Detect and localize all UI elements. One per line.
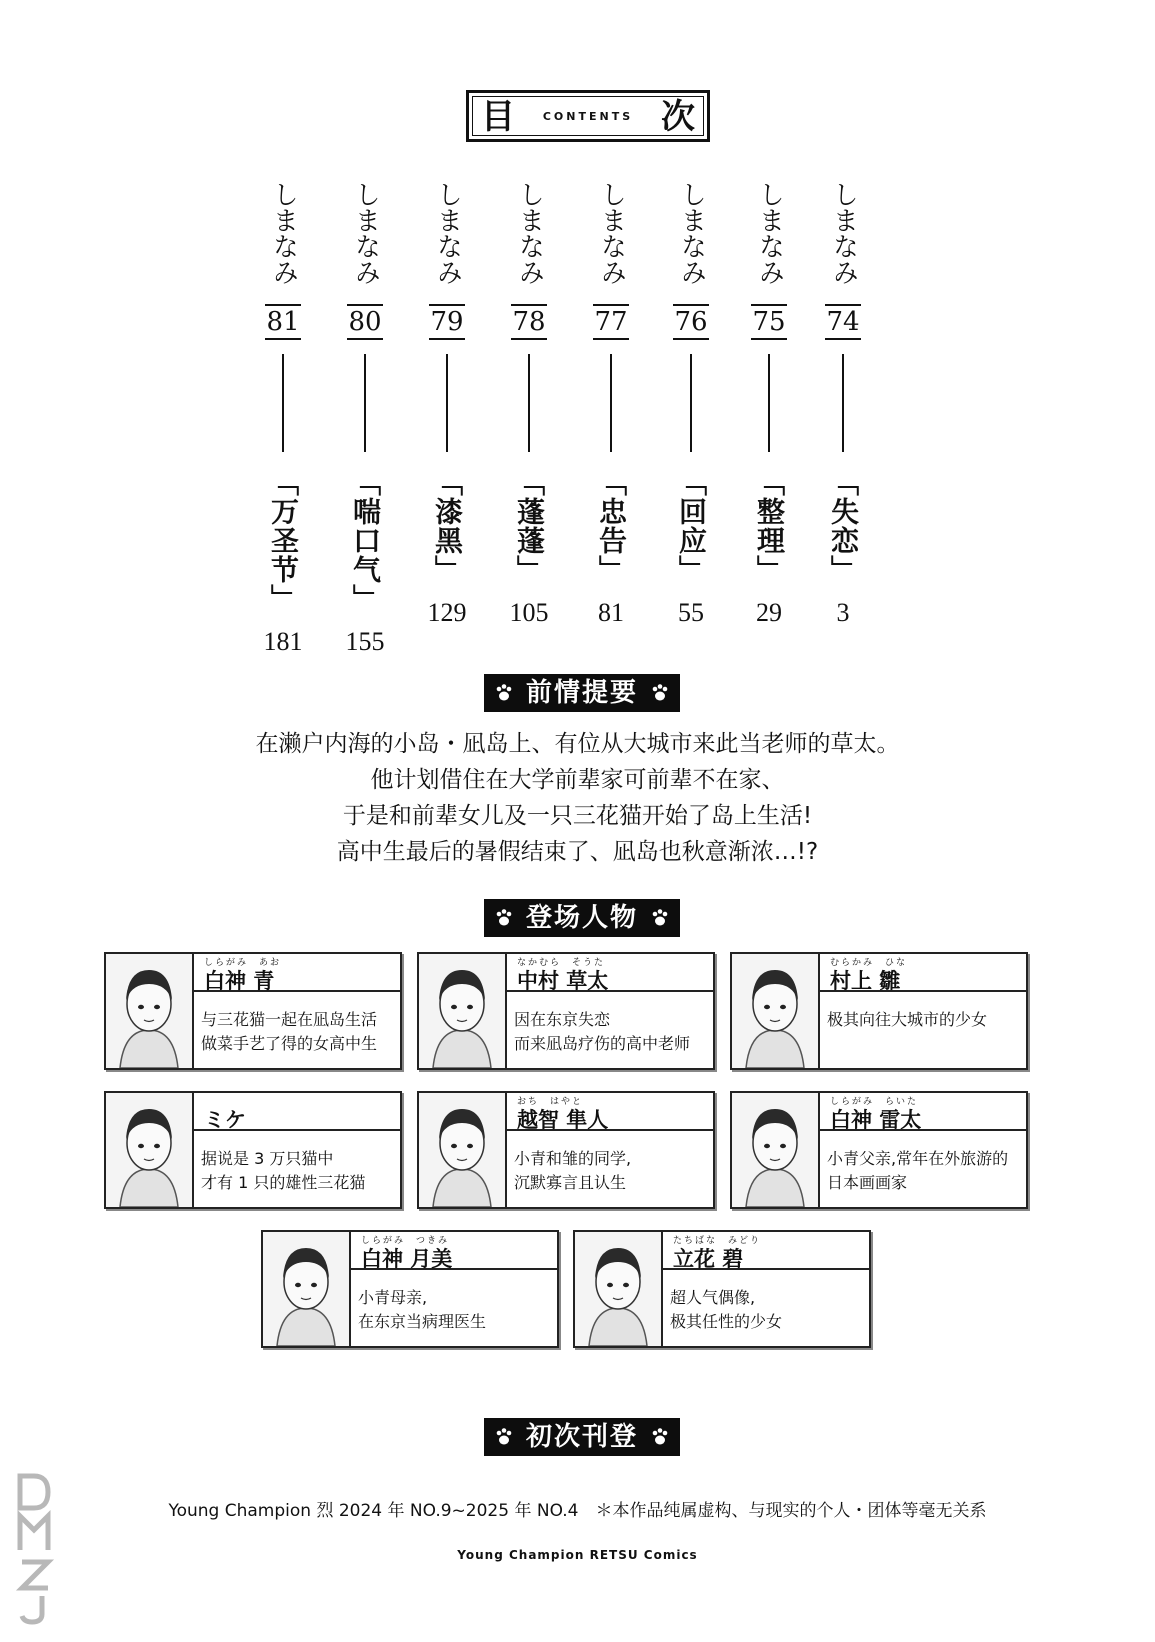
chapter-divider — [528, 354, 530, 452]
chapter-page: 129 — [427, 598, 467, 627]
chapter-series: しまなみ — [754, 181, 785, 285]
character-card — [261, 1230, 559, 1348]
chapter-number: 77 — [593, 304, 628, 340]
character-name: 白神 雷太 — [830, 1108, 922, 1132]
description-line: 与三花猫一起在凪岛生活 — [201, 1010, 378, 1029]
watermark-logo — [14, 1470, 58, 1630]
synopsis-line: 他计划借住在大学前辈家可前辈不在家、 — [370, 767, 785, 793]
chapter-page: 81 — [598, 598, 624, 627]
chapter-page: 155 — [345, 627, 385, 656]
chapter-divider — [610, 354, 612, 452]
character-description — [201, 1147, 396, 1195]
chapter-series: しまなみ — [596, 181, 627, 285]
character-portrait — [419, 1093, 507, 1207]
character-name-bar — [349, 1232, 557, 1270]
chapter-title: 「漆黑」 — [431, 468, 464, 584]
description-line: 才有 1 只的雄性三花猫 — [201, 1173, 366, 1192]
publication-info: Young Champion 烈 2024 年 NO.9~2025 年 NO.4 ＊本作品纯属虚构、与现实的个人・团体等毫无关系 — [168, 1501, 987, 1521]
chapter-series: しまなみ — [514, 181, 545, 285]
character-card — [417, 952, 715, 1070]
paw-icon — [494, 1427, 514, 1447]
character-description — [670, 1286, 865, 1334]
character-card — [104, 1091, 402, 1209]
imprint-label: Young Champion RETSU Comics — [457, 1548, 698, 1562]
chapter-entry[interactable] — [499, 168, 559, 628]
character-description — [827, 1147, 1022, 1195]
chapter-divider — [282, 354, 284, 452]
character-name-ruby: たちばな みどり — [673, 1236, 762, 1246]
chapter-series: しまなみ — [432, 181, 463, 285]
chapter-title: 「万圣节」 — [267, 468, 300, 613]
chapter-entry[interactable] — [813, 168, 873, 628]
character-portrait — [732, 1093, 820, 1207]
description-line: 小青母亲, — [358, 1288, 428, 1307]
character-card — [573, 1230, 871, 1348]
chapter-series: しまなみ — [828, 181, 859, 285]
character-description — [358, 1286, 553, 1334]
character-portrait — [263, 1232, 351, 1346]
description-line: 做菜手艺了得的女高中生 — [201, 1034, 378, 1053]
character-portrait — [419, 954, 507, 1068]
chapter-number: 80 — [347, 304, 382, 340]
chapter-entry[interactable] — [581, 168, 641, 628]
chapter-title: 「蓬蓬」 — [513, 468, 546, 584]
paw-icon — [494, 683, 514, 703]
character-name-bar — [505, 1093, 713, 1131]
character-name-bar — [818, 1093, 1026, 1131]
character-description — [827, 1008, 1022, 1032]
character-name-ruby: むらかみ ひな — [830, 958, 908, 968]
character-portrait — [575, 1232, 663, 1346]
chapter-entry[interactable] — [739, 168, 799, 628]
title-right-char: 次 — [661, 97, 695, 137]
chapter-series: しまなみ — [268, 181, 299, 285]
description-line: 而来凪岛疗伤的高中老师 — [514, 1034, 691, 1053]
first-publication-heading — [484, 1418, 680, 1456]
description-line: 超人气偶像, — [670, 1288, 756, 1307]
character-name-bar — [661, 1232, 869, 1270]
chapter-entry[interactable] — [253, 168, 313, 657]
characters-heading-text: 登场人物 — [525, 903, 638, 933]
chapter-page: 105 — [509, 598, 549, 627]
character-description — [514, 1008, 709, 1056]
chapter-entry[interactable] — [335, 168, 395, 657]
synopsis-heading — [484, 674, 680, 712]
synopsis-text — [0, 726, 1155, 870]
chapter-number: 81 — [265, 304, 300, 340]
chapter-divider — [842, 354, 844, 452]
character-card — [104, 952, 402, 1070]
character-portrait — [106, 1093, 194, 1207]
chapter-title: 「失恋」 — [827, 468, 860, 584]
chapter-page: 3 — [836, 598, 850, 627]
synopsis-line: 高中生最后的暑假结束了、凪岛也秋意渐浓…!? — [336, 839, 819, 865]
character-name-ruby: なかむら そうた — [517, 958, 606, 968]
paw-icon — [650, 1427, 670, 1447]
title-contents-label: CONTENTS — [542, 110, 634, 123]
contents-title-box — [466, 90, 710, 142]
description-line: 沉默寡言且认生 — [514, 1173, 627, 1192]
description-line: 小青和雏的同学, — [514, 1149, 632, 1168]
description-line: 因在东京失恋 — [514, 1010, 611, 1029]
chapter-number: 79 — [429, 304, 464, 340]
first-publication-heading-text: 初次刊登 — [525, 1422, 638, 1452]
chapter-number: 75 — [751, 304, 786, 340]
character-description — [201, 1008, 396, 1056]
character-name-bar — [818, 954, 1026, 992]
chapter-series: しまなみ — [350, 181, 381, 285]
character-card — [730, 952, 1028, 1070]
synopsis-line: 在濑户内海的小岛・凪岛上、有位从大城市来此当老师的草太。 — [255, 731, 900, 757]
chapter-page: 181 — [263, 627, 303, 656]
chapter-number: 78 — [511, 304, 546, 340]
character-description — [514, 1147, 709, 1195]
chapter-number: 74 — [825, 304, 860, 340]
paw-icon — [650, 683, 670, 703]
character-name-bar — [192, 1093, 400, 1131]
character-name-ruby: しらがみ あお — [204, 958, 282, 968]
chapter-title: 「回应」 — [675, 468, 708, 584]
chapter-number: 76 — [673, 304, 708, 340]
character-name-bar — [192, 954, 400, 992]
paw-icon — [494, 908, 514, 928]
chapter-divider — [364, 354, 366, 452]
character-portrait — [732, 954, 820, 1068]
character-name-ruby: おち はやと — [517, 1097, 584, 1107]
chapter-title: 「喘口气」 — [349, 468, 382, 613]
description-line: 在东京当病理医生 — [358, 1312, 487, 1331]
character-name: ミケ — [204, 1108, 246, 1132]
chapter-title: 「忠告」 — [595, 468, 628, 584]
chapter-entry[interactable] — [661, 168, 721, 628]
synopsis-heading-text: 前情提要 — [525, 678, 638, 708]
chapter-entry[interactable] — [417, 168, 477, 628]
character-portrait — [106, 954, 194, 1068]
chapter-series: しまなみ — [676, 181, 707, 285]
character-name: 白神 青 — [204, 969, 275, 993]
characters-heading — [484, 899, 680, 937]
chapter-divider — [446, 354, 448, 452]
paw-icon — [650, 908, 670, 928]
title-left-char: 目 — [481, 97, 515, 137]
chapter-title: 「整理」 — [753, 468, 786, 584]
character-name-bar — [505, 954, 713, 992]
character-name: 村上 雛 — [830, 969, 901, 993]
character-name: 中村 草太 — [517, 969, 609, 993]
chapter-divider — [690, 354, 692, 452]
chapter-page: 29 — [756, 598, 782, 627]
character-card — [730, 1091, 1028, 1209]
character-name: 白神 月美 — [361, 1247, 453, 1271]
description-line: 极其向往大城市的少女 — [827, 1010, 988, 1029]
description-line: 日本画画家 — [827, 1173, 908, 1192]
chapter-page: 55 — [678, 598, 704, 627]
description-line: 小青父亲,常年在外旅游的 — [827, 1149, 1009, 1168]
character-name-ruby: しらがみ つきみ — [361, 1236, 450, 1246]
chapter-divider — [768, 354, 770, 452]
character-card — [417, 1091, 715, 1209]
character-name: 立花 碧 — [673, 1247, 744, 1271]
description-line: 据说是 3 万只猫中 — [201, 1149, 334, 1168]
character-name: 越智 隼人 — [517, 1108, 609, 1132]
character-name-ruby: しらがみ らいた — [830, 1097, 919, 1107]
synopsis-line: 于是和前辈女儿及一只三花猫开始了岛上生活! — [342, 803, 813, 829]
description-line: 极其任性的少女 — [670, 1312, 783, 1331]
